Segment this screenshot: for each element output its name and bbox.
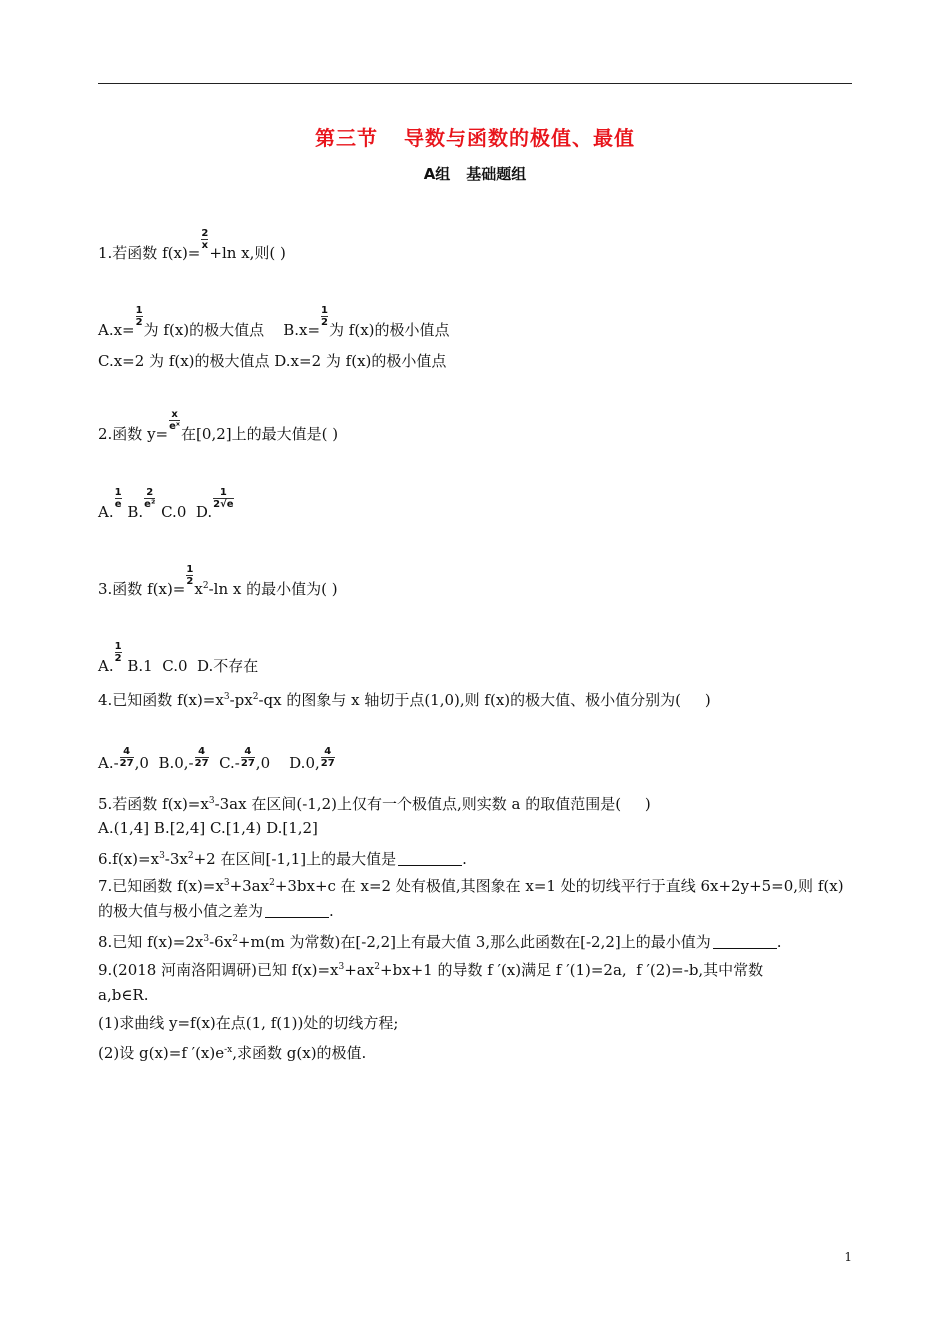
header-rule [98,83,852,84]
question-9-part-1: (1)求曲线 y=f(x)在点(1, f(1))处的切线方程; [98,1014,399,1032]
fraction: $\frac{1}{e}$ [114,487,122,510]
fraction: $\frac{1}{2}$ [114,641,122,664]
question-2: 2.函数 y= $\frac{x}{\text{eˣ}}$ 在[0,2]上的最大值是( ) [98,409,339,443]
fraction: $\frac{2}{\text{e²}}$ [144,487,156,510]
question-4-options: A.- $\frac{4}{27}$ ,0 B.0,- $\frac{4}{27}$ C.- $\frac{4}{27}$ ,0 D.0, $\frac{4}{27}$ [98,746,335,772]
fraction: $\frac{2}{x}$ [201,228,209,251]
question-3: 3.函数 f(x)= $\frac{1}{2}$ $x^2-\ln$ x 的最小值为( ) [98,564,338,598]
fraction: $\frac{1}{2√e}$ [213,487,234,510]
group-subtitle [0,163,950,184]
title-topic: 导数与函数的极值、最值 [404,126,635,150]
answer-blank [398,851,462,866]
fraction: $\frac{4}{27}$ [119,746,134,769]
question-9-continued: a,b∈R. [98,986,149,1004]
question-2-options: A. $\frac{1}{e}$ B. $\frac{2}{\text{e²}}$ C.0 D. $\frac{1}{2√e}$ [98,487,234,521]
fraction: $\frac{4}{27}$ [240,746,255,769]
question-3-options: A. $\frac{1}{2}$ B.1 C.0 D.不存在 [98,641,259,675]
fraction: $\frac{1}{2}$ [321,305,329,328]
question-5-options: A.(1,4] B.[2,4] C.[1,4) D.[1,2] [98,819,318,837]
subtitle-name: 基础题组 [466,165,527,183]
question-7-continued: 的极大值与极小值之差为 . [98,902,334,920]
fraction: $\frac{4}{27}$ [320,746,335,769]
question-1-options-cd: C.x=2 为 f(x)的极大值点 D.x=2 为 f(x)的极小值点 [98,352,447,370]
answer-blank [265,903,329,918]
section-title [0,122,950,151]
question-7: 7.已知函数 $f(x)=x^3+3ax^2+3bx+c$ 在 x=2 处有极值,其图象在 x=1 处的切线平行于直线 6x+2y+5=0,则 f(x) [98,877,844,895]
fraction: $\frac{x}{\text{eˣ}}$ [169,409,181,432]
fraction: $\frac{4}{27}$ [194,746,209,769]
question-9: 9.(2018 河南洛阳调研)已知 $f(x)=x^3+ax^2+bx+1$ 的导数 f ′(x)满足 f ′(1)=2a, f ′(2)=-b,其中常数 [98,961,764,979]
fraction: $\frac{1}{2}$ [186,564,194,587]
answer-blank [713,934,777,949]
question-1-options-ab: A.x= $\frac{1}{2}$ 为 f(x)的极大值点 B.x= $\frac{1}{2}$ 为 f(x)的极小值点 [98,305,450,339]
question-9-part-2: (2)设 g(x)=f $'(x)e^{-x}$,求函数 g(x)的极值. [98,1044,367,1062]
question-5: 5.若函数 $f(x)=x^3-3ax$ 在区间(-1,2)上仅有一个极值点,则实数 a 的取值范围是( ) [98,795,651,813]
question-4: 4.已知函数 $f(x)=x^3-px^2-qx$ 的图象与 x 轴切于点(1,0),则 f(x)的极大值、极小值分别为( ) [98,691,711,709]
question-1: 1.若函数 f(x)= $\frac{2}{x}$ +ln x,则( ) [98,228,286,262]
question-6: $6.f(x)=x^3-3x^2+2$ 在区间[-1,1]上的最大值是 . [98,850,467,868]
fraction: $\frac{1}{2}$ [135,305,143,328]
question-8: 8.已知 $f(x)=2x^3-6x^2+m(m$ 为常数)在[-2,2]上有最大值 3,那么此函数在[-2,2]上的最小值为 . [98,933,782,951]
page-number: 1 [844,1250,852,1264]
subtitle-group: A组 [423,165,451,183]
title-section-number: 第三节 [315,126,378,150]
